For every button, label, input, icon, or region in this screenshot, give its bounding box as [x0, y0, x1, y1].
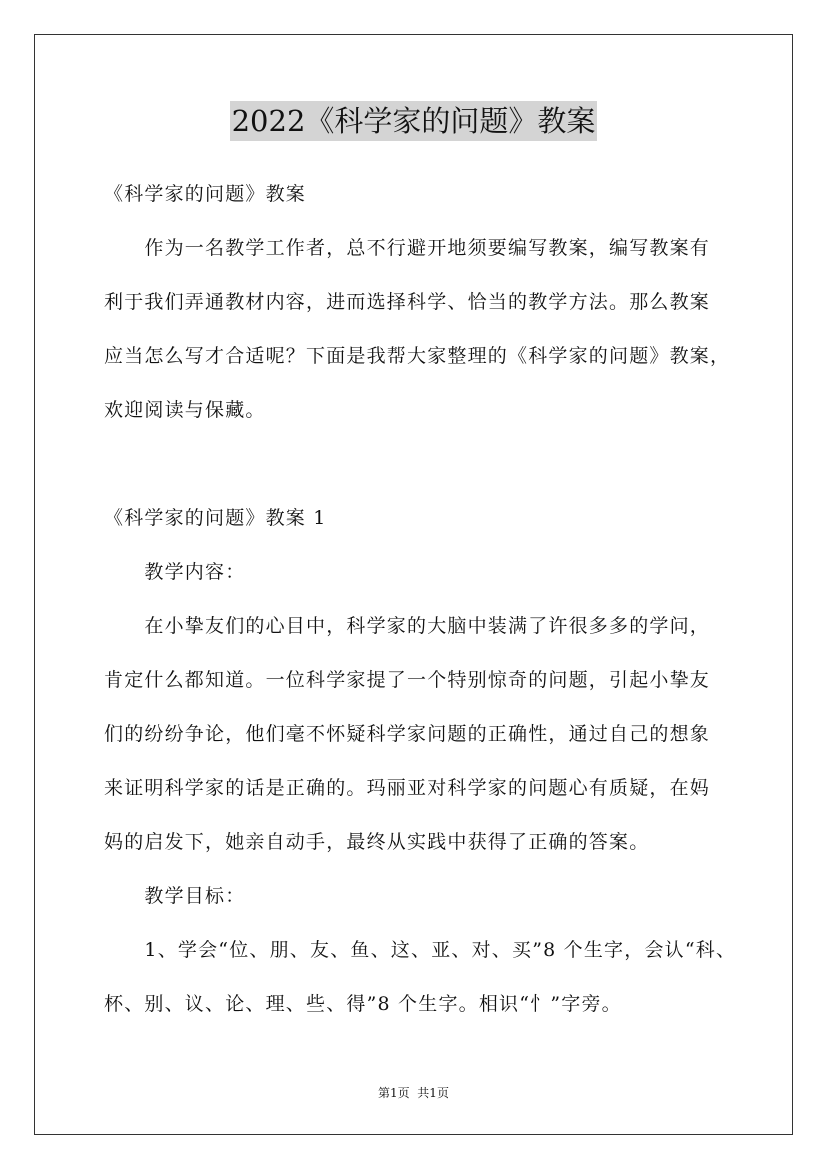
intro-line: 应当怎么写才合适呢？下面是我帮大家整理的《科学家的问题》教案， [104, 345, 731, 367]
section-heading: 《科学家的问题》教案 1 [104, 507, 327, 529]
goal-line: 杯、别、议、论、理、些、得”8 个生字。相识“忄”字旁。 [104, 993, 622, 1015]
intro-line: 欢迎阅读与保藏。 [104, 399, 266, 421]
goal-line: 1、学会“位、朋、友、鱼、这、亚、对、买”8 个生字，会认“科、 [104, 939, 737, 961]
content-line: 们的纷纷争论，他们毫不怀疑科学家问题的正确性，通过自己的想象 [104, 723, 711, 745]
document-title: 2022《科学家的问题》教案 [230, 101, 598, 141]
title-container [0, 101, 827, 141]
content-line: 妈的启发下，她亲自动手，最终从实践中获得了正确的答案。 [104, 831, 650, 853]
content-label: 教学内容： [104, 561, 246, 583]
content-line: 来证明科学家的话是正确的。玛丽亚对科学家的问题心有质疑，在妈 [104, 777, 711, 799]
content-line: 在小挚友们的心目中，科学家的大脑中装满了许很多多的学问， [104, 615, 711, 637]
goal-label: 教学目标： [104, 885, 246, 907]
intro-line: 利于我们弄通教材内容，进而选择科学、恰当的教学方法。那么教案 [104, 291, 711, 313]
content-line: 肯定什么都知道。一位科学家提了一个特别惊奇的问题，引起小挚友 [104, 669, 711, 691]
intro-line: 作为一名教学工作者，总不行避开地须要编写教案，编写教案有 [104, 237, 711, 259]
page-footer: 第1页 共1页 [378, 1086, 449, 1100]
document-subtitle: 《科学家的问题》教案 [104, 183, 307, 205]
